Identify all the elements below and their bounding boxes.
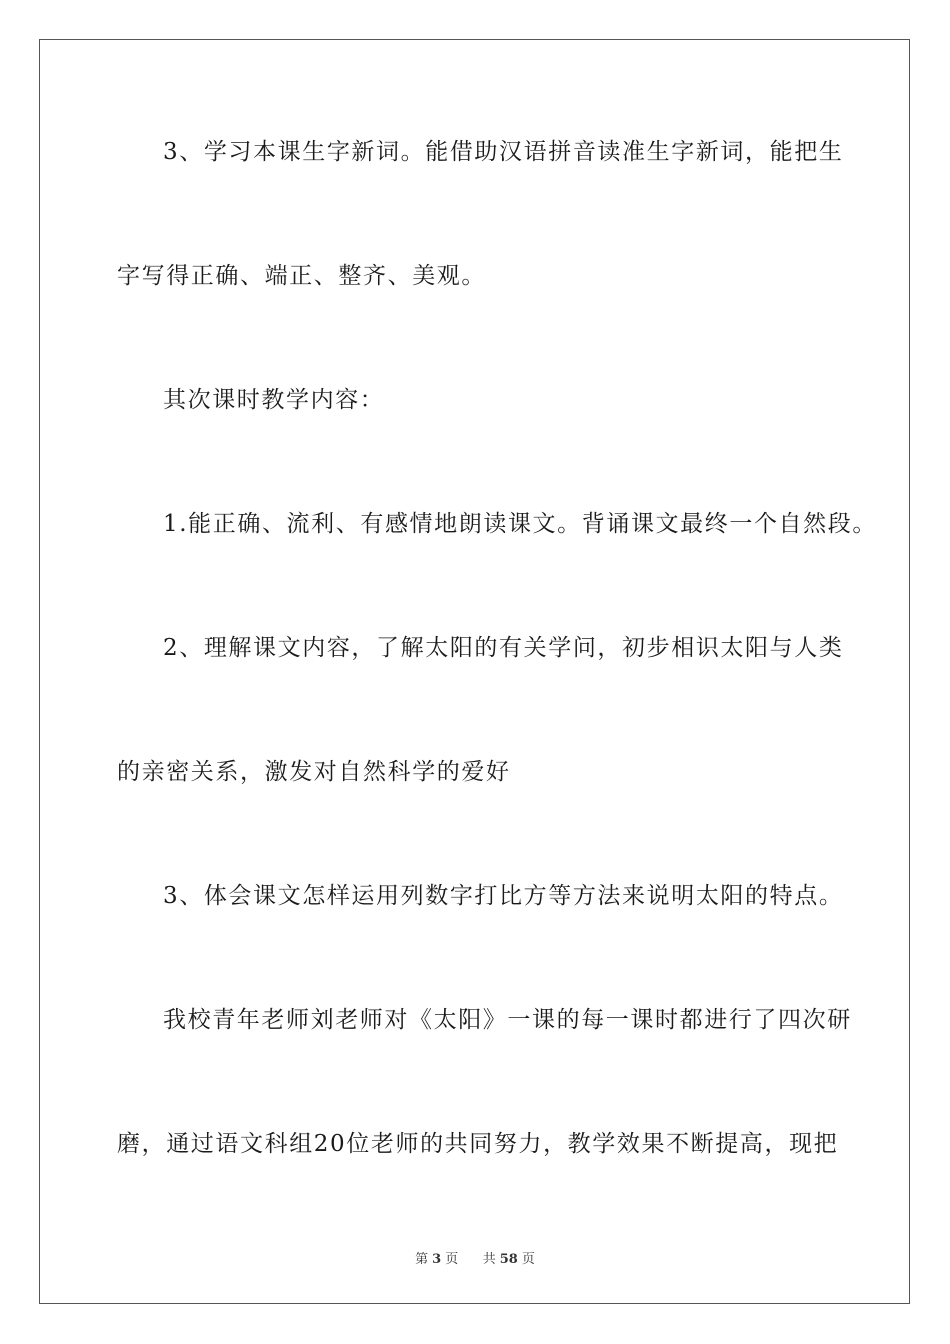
text-line-5: 2、理解课文内容，了解太阳的有关学问，初步相识太阳与人类 (163, 635, 844, 661)
text-line-9: 磨，通过语文科组20位老师的共同努力，教学效果不断提高，现把 (117, 1131, 839, 1157)
page-number: 3 (432, 1252, 442, 1267)
text-line-3: 其次课时教学内容： (163, 387, 385, 413)
text-line-4: 1.能正确、流利、有感情地朗读课文。背诵课文最终一个自然段。 (163, 511, 877, 537)
page-suffix: 页 (445, 1252, 459, 1267)
total-suffix: 页 (521, 1252, 535, 1267)
text-line-8: 我校青年老师刘老师对《太阳》一课的每一课时都进行了四次研 (163, 1007, 852, 1033)
text-line-7: 3、体会课文怎样运用列数字打比方等方法来说明太阳的特点。 (163, 883, 844, 909)
page-footer (0, 1248, 950, 1267)
total-prefix: 共 (482, 1252, 496, 1267)
page-indicator (413, 1252, 460, 1267)
text-line-2: 字写得正确、端正、整齐、美观。 (117, 263, 486, 289)
page-border (39, 39, 910, 1304)
text-line-6: 的亲密关系，激发对自然科学的爱好 (117, 759, 511, 785)
total-indicator (481, 1252, 537, 1267)
page-prefix: 第 (415, 1252, 429, 1267)
total-pages: 58 (499, 1252, 518, 1267)
text-line-1: 3、学习本课生字新词。能借助汉语拼音读准生字新词，能把生 (163, 139, 844, 165)
